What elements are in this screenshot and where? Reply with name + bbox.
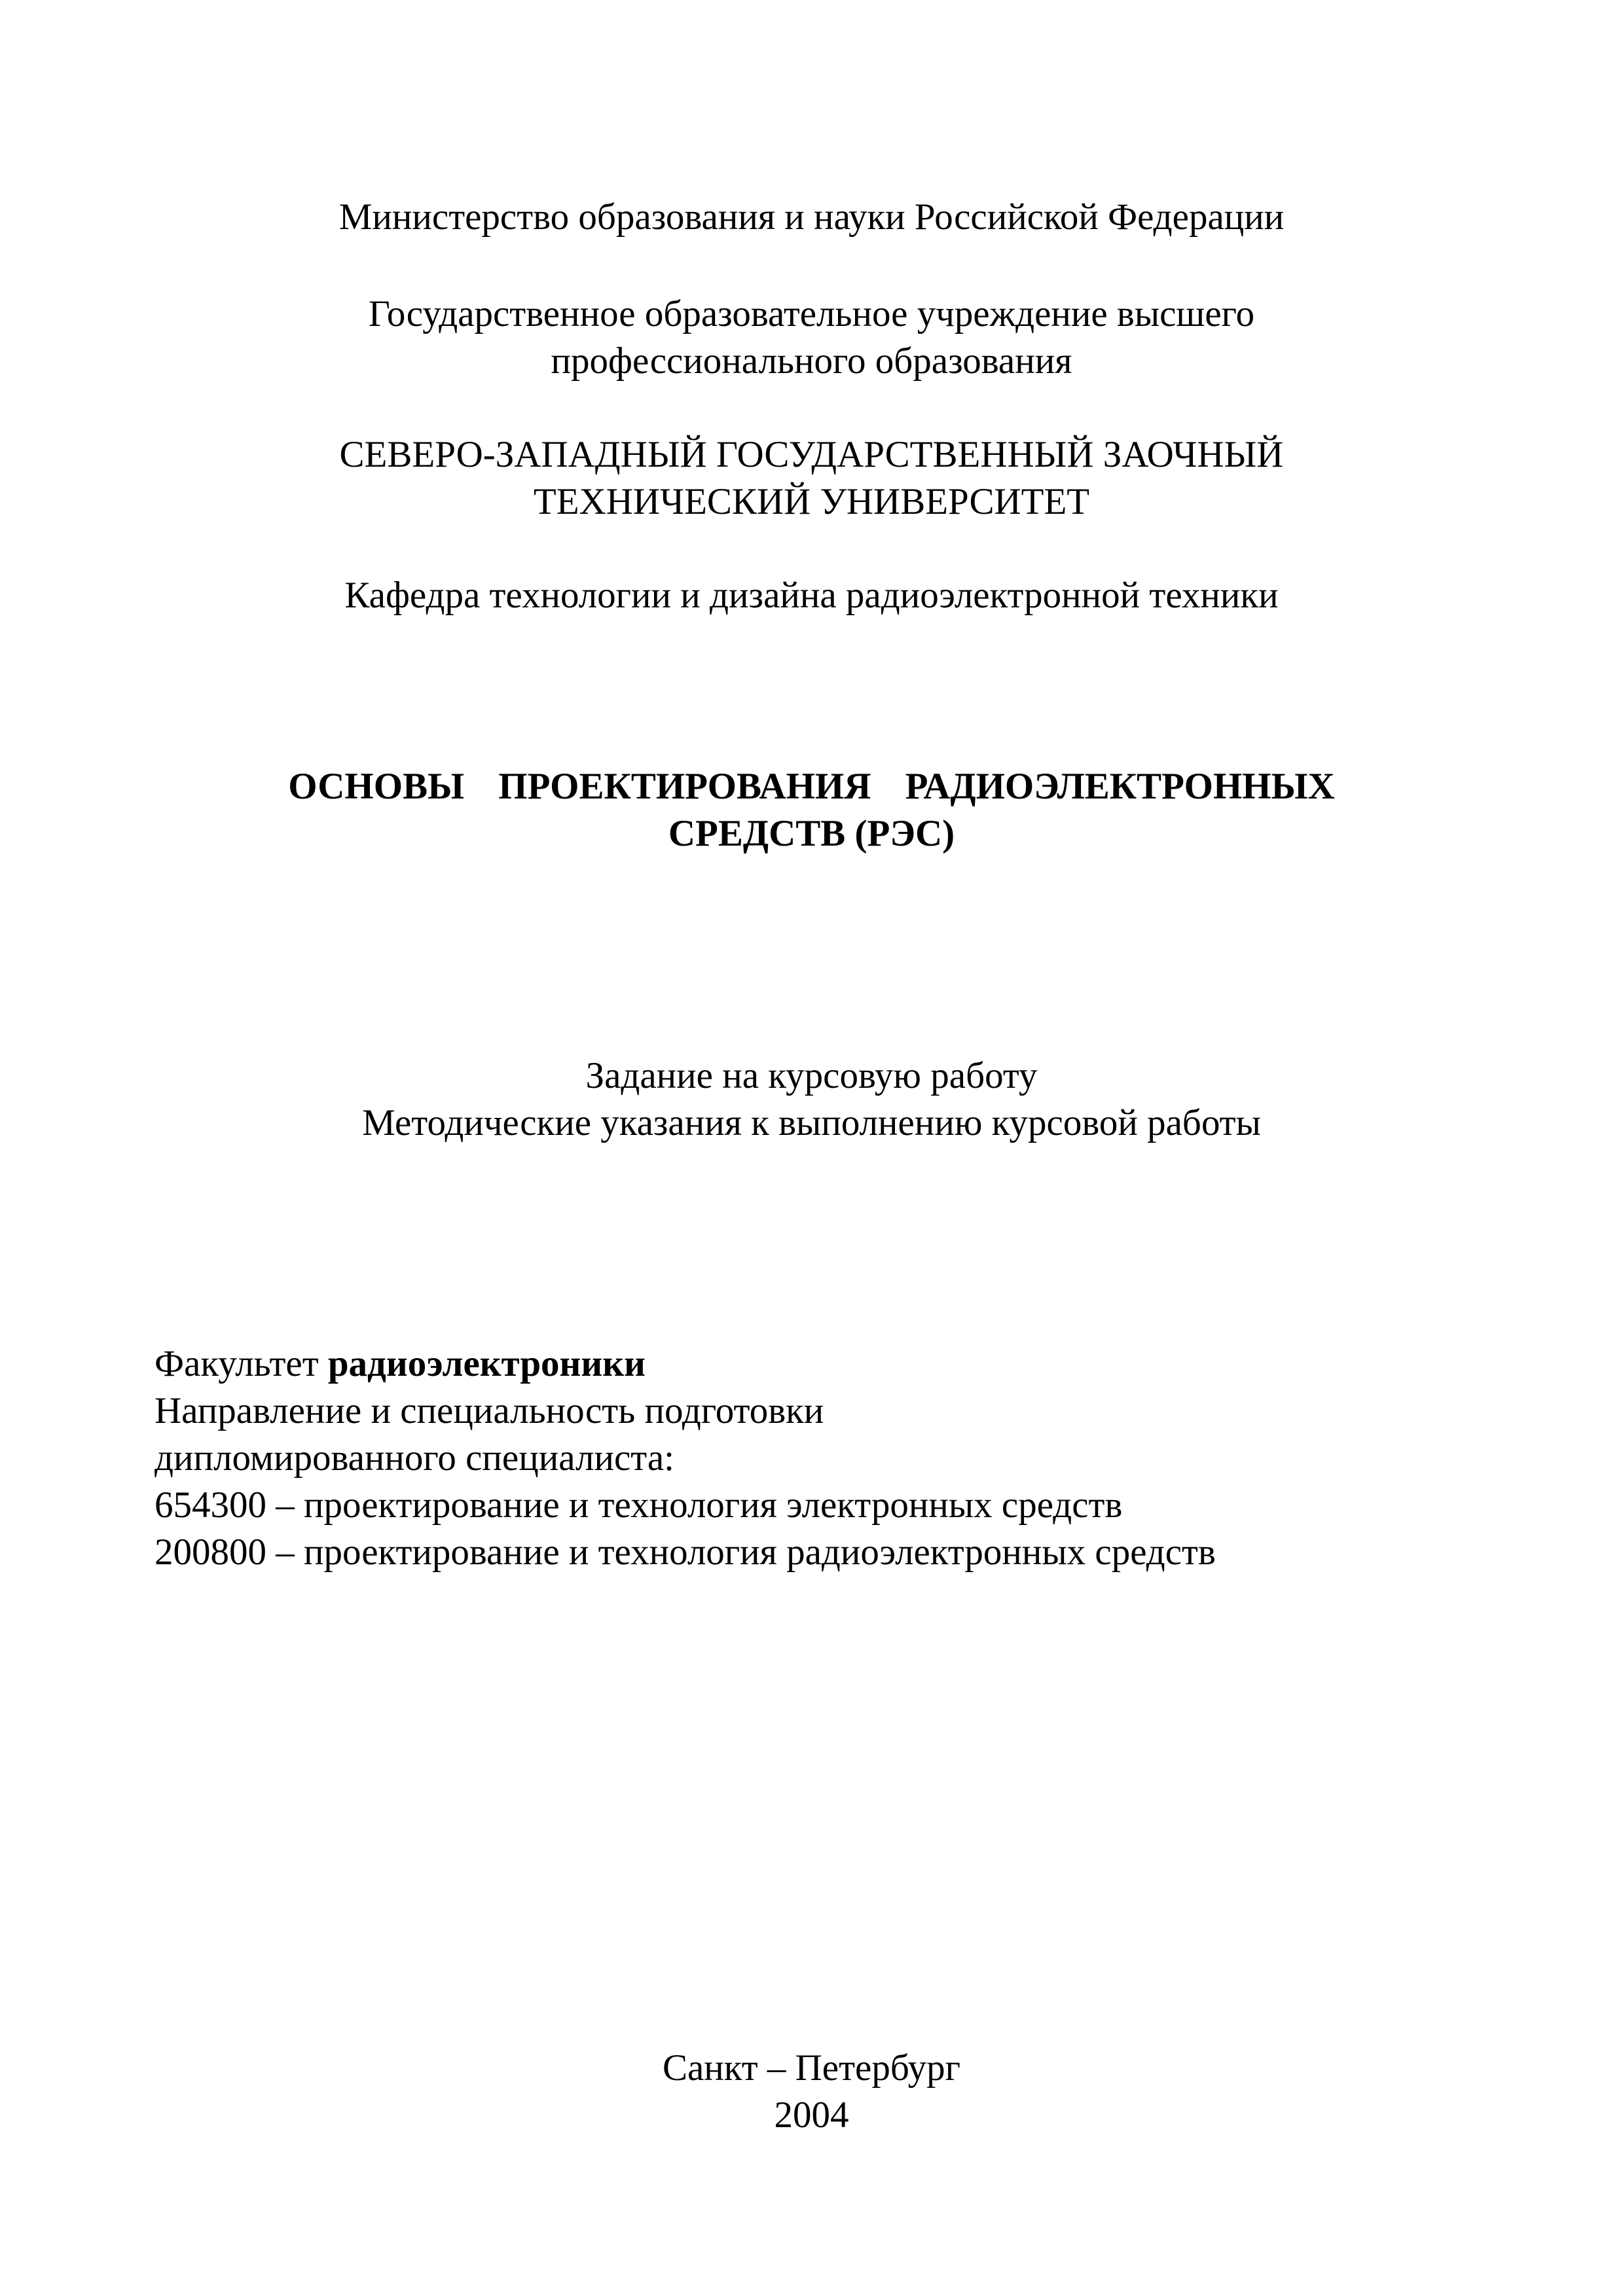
document-title-line-1: ОСНОВЫ ПРОЕКТИРОВАНИЯ РАДИОЭЛЕКТРОННЫХ: [288, 766, 1335, 807]
department-line: Кафедра технологии и дизайна радиоэлектронной техники: [344, 575, 1279, 616]
subtitle-line-2: Методические указания к выполнению курсовой работы: [362, 1102, 1261, 1143]
university-line-1: СЕВЕРО-ЗАПАДНЫЙ ГОСУДАРСТВЕННЫЙ ЗАОЧНЫЙ: [339, 434, 1284, 475]
faculty-label: Факультет: [155, 1343, 319, 1384]
document-title-line-2: СРЕДСТВ (РЭС): [668, 813, 955, 854]
faculty-name: радиоэлектроники: [327, 1343, 646, 1384]
faculty-line: [155, 1340, 646, 1388]
direction-line-2: дипломированного специалиста:: [155, 1437, 675, 1479]
direction-line-1: Направление и специальность подготовки: [155, 1390, 824, 1431]
institution-line-2: профессионального образования: [551, 340, 1072, 382]
university-line-2: ТЕХНИЧЕСКИЙ УНИВЕРСИТЕТ: [533, 481, 1090, 522]
city-line: Санкт – Петербург: [662, 2047, 961, 2089]
specialty-1: 654300 – проектирование и технология электронных средств: [155, 1484, 1123, 1526]
specialty-2: 200800 – проектирование и технология радиоэлектронных средств: [155, 1532, 1216, 1573]
institution-line-1: Государственное образовательное учреждение высшего: [368, 293, 1255, 334]
year-line: 2004: [774, 2094, 849, 2136]
subtitle-line-1: Задание на курсовую работу: [585, 1055, 1038, 1096]
ministry-line: Министерство образования и науки Российской Федерации: [338, 196, 1285, 238]
